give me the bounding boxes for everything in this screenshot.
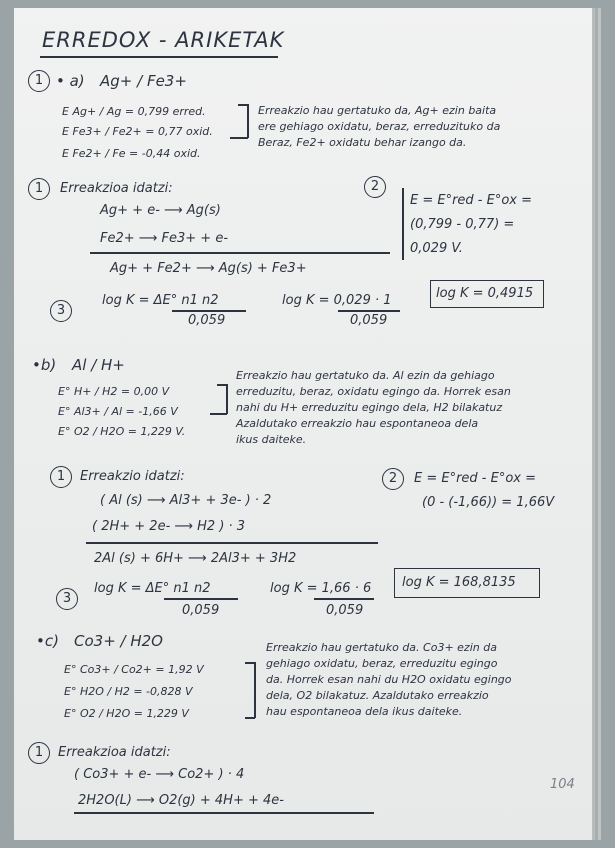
- section-b-step1-circle: 1: [50, 466, 72, 488]
- section-b-step3-circle: 3: [56, 588, 78, 610]
- section-b-note-3: nahi du H+ erreduzitu egingo dela, H2 bilakatuz: [236, 401, 503, 414]
- section-b-logk-sub-den: 0,059: [326, 603, 364, 618]
- section-b-logk-formula: log K = ΔE° n1 n2: [94, 581, 211, 596]
- section-c-potential-1: E° Co3+ / Co2+ = 1,92 V: [64, 663, 204, 676]
- section-b-reaction-1: ( Al (s) ⟶ Al3+ + 3e- ) · 2: [100, 493, 272, 508]
- section-b-step2-circle: 2: [382, 468, 404, 490]
- section-a-potential-2: E Fe3+ / Fe2+ = 0,77 oxid.: [62, 125, 213, 138]
- section-b-potential-3: E° O2 / H2O = 1,229 V.: [58, 425, 186, 438]
- section-c-bracket-bottom: [245, 717, 255, 719]
- section-a-reaction-sum: Ag+ + Fe2+ ⟶ Ag(s) + Fe3+: [110, 261, 307, 276]
- section-a-logk-sub-den: 0,059: [350, 313, 388, 328]
- section-c-note-3: da. Horrek esan nahi du H2O oxidatu egingo: [266, 673, 512, 686]
- section-a-note-1: Erreakzio hau gertatuko da, Ag+ ezin baita: [258, 104, 497, 117]
- section-a-bracket-bottom: [230, 137, 248, 139]
- section-a-reaction-1: Ag+ + e- ⟶ Ag(s): [100, 203, 221, 218]
- section-a-logk-fraction-line: [172, 310, 246, 312]
- section-b-bracket: [226, 384, 228, 414]
- page-number: 104: [550, 777, 575, 792]
- section-c-note-5: hau espontaneoa dela ikus daiteke.: [266, 705, 463, 718]
- section-c-bracket: [254, 662, 256, 718]
- section-a-label: • a): [56, 72, 85, 90]
- section-b-logk-sub-line: [314, 598, 374, 600]
- section-b-step1-title: Erreakzio idatzi:: [80, 469, 185, 484]
- section-a-step1-title: Erreakzioa idatzi:: [60, 181, 173, 196]
- section-a-potential-3: E Fe2+ / Fe = -0,44 oxid.: [62, 147, 201, 160]
- section-b-potential-2: E° Al3+ / Al = -1,66 V: [58, 405, 178, 418]
- section-b-reaction-sum: 2Al (s) + 6H+ ⟶ 2Al3+ + 3H2: [94, 551, 297, 566]
- section-a-step2-circle: 2: [364, 176, 386, 198]
- section-c-note-1: Erreakzio hau gertatuko da. Co3+ ezin da: [266, 641, 497, 654]
- section-b-reaction-2: ( 2H+ + 2e- ⟶ H2 ) · 3: [92, 519, 246, 534]
- section-c-potential-2: E° H2O / H2 = -0,828 V: [64, 685, 193, 698]
- section-c-reaction-2: 2H2O(L) ⟶ O2(g) + 4H+ + 4e-: [78, 793, 284, 808]
- section-c-step1-title: Erreakzioa idatzi:: [58, 745, 171, 760]
- section-a-circle: 1: [28, 70, 50, 92]
- section-a-bracket-top: [238, 104, 248, 106]
- section-b-logk-den: 0,059: [182, 603, 220, 618]
- section-a-step2-line-3: 0,029 V.: [410, 241, 463, 256]
- section-b-label: •b): [32, 356, 57, 374]
- section-c-potential-3: E° O2 / H2O = 1,229 V: [64, 707, 189, 720]
- section-c-header: Co3+ / H2O: [74, 632, 163, 650]
- notebook-page: [14, 8, 592, 840]
- section-c-note-2: gehiago oxidatu, beraz, erreduzitu egingo: [266, 657, 498, 670]
- section-b-reaction-line: [86, 542, 378, 544]
- section-b-logk-sub: log K = 1,66 · 6: [270, 581, 372, 596]
- section-b-bracket-bottom: [210, 413, 227, 415]
- section-c-note-4: dela, O2 bilakatuz. Azaldutako erreakzio: [266, 689, 489, 702]
- section-a-step3-circle: 3: [50, 300, 72, 322]
- section-b-note-2: erreduzitu, beraz, oxidatu egingo da. Horrek esan: [236, 385, 511, 398]
- section-a-reaction-2: Fe2+ ⟶ Fe3+ + e-: [100, 231, 229, 246]
- section-b-logk-fraction-line: [164, 598, 238, 600]
- section-c-bracket-top: [245, 662, 255, 664]
- section-a-logk-result: log K = 0,4915: [436, 286, 534, 301]
- section-b-bracket-top: [217, 384, 227, 386]
- section-c-step1-circle: 1: [28, 742, 50, 764]
- section-a-header: Ag+ / Fe3+: [100, 72, 187, 90]
- section-a-note-2: ere gehiago oxidatu, beraz, erreduzituko da: [258, 120, 501, 133]
- section-a-bracket: [247, 104, 249, 138]
- section-a-logk-den: 0,059: [188, 313, 226, 328]
- section-a-potential-1: E Ag+ / Ag = 0,799 erred.: [62, 105, 206, 118]
- section-a-logk-sub: log K = 0,029 · 1: [282, 293, 392, 308]
- section-b-note-4: Azaldutako erreakzio hau espontaneoa dela: [236, 417, 479, 430]
- section-b-header: Al / H+: [72, 356, 125, 374]
- section-b-logk-result: log K = 168,8135: [402, 575, 516, 590]
- section-a-step1-circle: 1: [28, 178, 50, 200]
- section-b-note-5: ikus daiteke.: [236, 433, 307, 446]
- section-c-reaction-1: ( Co3+ + e- ⟶ Co2+ ) · 4: [74, 767, 245, 782]
- section-a-step2-bracket: [402, 188, 404, 260]
- section-c-label: •c): [36, 632, 59, 650]
- page-title: ERREDOX - ARIKETAK: [42, 28, 285, 52]
- section-b-potential-1: E° H+ / H2 = 0,00 V: [58, 385, 170, 398]
- section-b-step2-line-1: E = E°red - E°ox =: [414, 471, 537, 486]
- section-a-logk-formula: log K = ΔE° n1 n2: [102, 293, 219, 308]
- section-a-note-3: Beraz, Fe2+ oxidatu behar izango da.: [258, 136, 467, 149]
- section-a-step2-line-2: (0,799 - 0,77) =: [410, 217, 515, 232]
- section-a-reaction-line: [90, 252, 390, 254]
- section-a-logk-sub-line: [338, 310, 400, 312]
- title-underline: [40, 56, 278, 58]
- section-a-step2-line-1: E = E°red - E°ox =: [410, 193, 533, 208]
- section-b-note-1: Erreakzio hau gertatuko da. Al ezin da gehiago: [236, 369, 495, 382]
- section-b-step2-line-2: (0 - (-1,66)) = 1,66V: [422, 495, 555, 510]
- section-c-reaction-line: [74, 812, 374, 814]
